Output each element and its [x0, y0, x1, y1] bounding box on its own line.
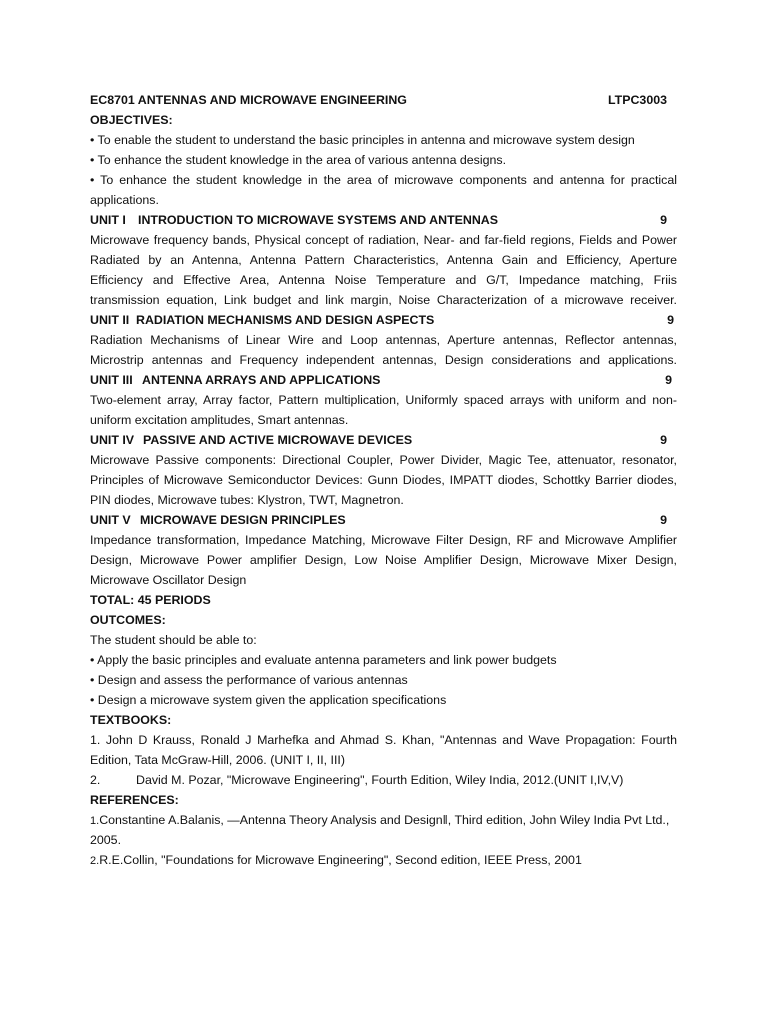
unit-hours: 9 [660, 213, 667, 227]
unit-title: RADIATION MECHANISMS AND DESIGN ASPECTS [136, 313, 435, 327]
unit-title: MICROWAVE DESIGN PRINCIPLES [140, 513, 346, 527]
unit-label: UNIT I [90, 213, 126, 227]
unit-5-content-line: Microwave Oscillator Design [90, 573, 247, 587]
unit-title: INTRODUCTION TO MICROWAVE SYSTEMS AND ANTENNAS [138, 213, 499, 227]
unit-label: UNIT V [90, 513, 131, 527]
textbook-item-1: 1. John D Krauss, Ronald J Marhefka and Ahmad S. Khan, "Antennas and Wave Propagation: Fourth [90, 733, 677, 747]
unit-label: UNIT II [90, 313, 130, 327]
reference-item-1-continuation: 2005. [90, 833, 122, 847]
outcome-item: • Apply the basic principles and evaluate antenna parameters and link power budgets [90, 653, 557, 667]
unit-2-heading [90, 310, 677, 330]
unit-4-content-line: Principles of Microwave Semiconductor Devices: Gunn Diodes, IMPATT diodes, Schottky Barrier diodes, [90, 473, 677, 487]
unit-1-content-line: Efficiency and Effective Area, Antenna Noise Temperature and G/T, Impedance matching, Friis [90, 273, 677, 287]
objective-item-continuation: applications. [90, 193, 159, 207]
unit-2-content-line: Radiation Mechanisms of Linear Wire and Loop antennas, Aperture antennas, Reflector antennas, [90, 333, 677, 347]
objective-item: • To enhance the student knowledge in the area of various antenna designs. [90, 153, 507, 167]
unit-label: UNIT IV [90, 433, 135, 447]
reference-item-1 [90, 810, 677, 830]
unit-hours: 9 [667, 313, 674, 327]
course-title: EC8701 ANTENNAS AND MICROWAVE ENGINEERING [90, 93, 407, 107]
textbook-item-2-text: David M. Pozar, "Microwave Engineering", Fourth Edition, Wiley India, 2012.(UNIT I,IV,V) [136, 773, 624, 787]
unit-4-content-line: PIN diodes, Microwave tubes: Klystron, TWT, Magnetron. [90, 493, 404, 507]
unit-1-content-line: Radiated by an Antenna, Antenna Pattern Characteristics, Antenna Gain and Efficiency, Aperture [90, 253, 677, 267]
objective-item: • To enhance the student knowledge in the area of microwave components and antenna for practical [90, 173, 677, 187]
reference-item-2-text: R.E.Collin, "Foundations for Microwave Engineering", Second edition, IEEE Press, 2001 [99, 853, 582, 867]
reference-item-2-number: 2. [90, 855, 100, 867]
reference-item-2 [90, 850, 677, 870]
unit-5-content-line: Impedance transformation, Impedance Matching, Microwave Filter Design, RF and Microwave Amplifier [90, 533, 677, 547]
course-header [90, 90, 677, 110]
textbook-item-2-number: 2. [90, 773, 101, 787]
unit-1-content-line: Microwave frequency bands, Physical concept of radiation, Near- and far-field regions, Fields and Power [90, 233, 677, 247]
reference-item-1-text: Constantine A.Balanis, ―Antenna Theory Analysis and Design‖, Third edition, John Wiley India Pvt Ltd., [99, 813, 670, 827]
outcomes-heading: OUTCOMES: [90, 613, 166, 627]
textbooks-heading: TEXTBOOKS: [90, 713, 172, 727]
outcomes-intro: The student should be able to: [90, 633, 257, 647]
textbook-item-1-continuation: Edition, Tata McGraw-Hill, 2006. (UNIT I, II, III) [90, 753, 345, 767]
outcome-item: • Design a microwave system given the application specifications [90, 693, 447, 707]
unit-1-content-line: transmission equation, Link budget and link margin, Noise Characterization of a microwave receiver. [90, 293, 677, 307]
unit-title: PASSIVE AND ACTIVE MICROWAVE DEVICES [143, 433, 413, 447]
unit-5-content-line: Design, Microwave Power amplifier Design, Low Noise Amplifier Design, Microwave Mixer Design, [90, 553, 677, 567]
unit-label: UNIT III [90, 373, 133, 387]
reference-item-1-number: 1. [90, 815, 100, 827]
unit-hours: 9 [660, 433, 667, 447]
unit-4-heading [90, 430, 677, 450]
unit-4-content-line: Microwave Passive components: Directional Coupler, Power Divider, Magic Tee, attenuator, resonator, [90, 453, 677, 467]
total-periods: TOTAL: 45 PERIODS [90, 593, 211, 607]
references-heading: REFERENCES: [90, 793, 179, 807]
outcome-item: • Design and assess the performance of various antennas [90, 673, 408, 687]
objectives-heading: OBJECTIVES: [90, 113, 173, 127]
unit-5-heading [90, 510, 677, 530]
unit-title: ANTENNA ARRAYS AND APPLICATIONS [142, 373, 381, 387]
textbook-item-2 [90, 770, 677, 790]
unit-2-content-line: Microstrip antennas and Frequency independent antennas, Design considerations and applications. [90, 353, 677, 367]
unit-3-heading [90, 370, 677, 390]
unit-1-heading [90, 210, 677, 230]
objective-item: • To enable the student to understand the basic principles in antenna and microwave system design [90, 133, 635, 147]
course-code: LTPC3003 [608, 93, 667, 107]
unit-3-content-line: uniform excitation amplitudes, Smart antennas. [90, 413, 349, 427]
unit-hours: 9 [665, 373, 672, 387]
unit-3-content-line: Two-element array, Array factor, Pattern multiplication, Uniformly spaced arrays with uniform and non- [90, 393, 677, 407]
unit-hours: 9 [660, 513, 667, 527]
syllabus-content [90, 90, 677, 870]
